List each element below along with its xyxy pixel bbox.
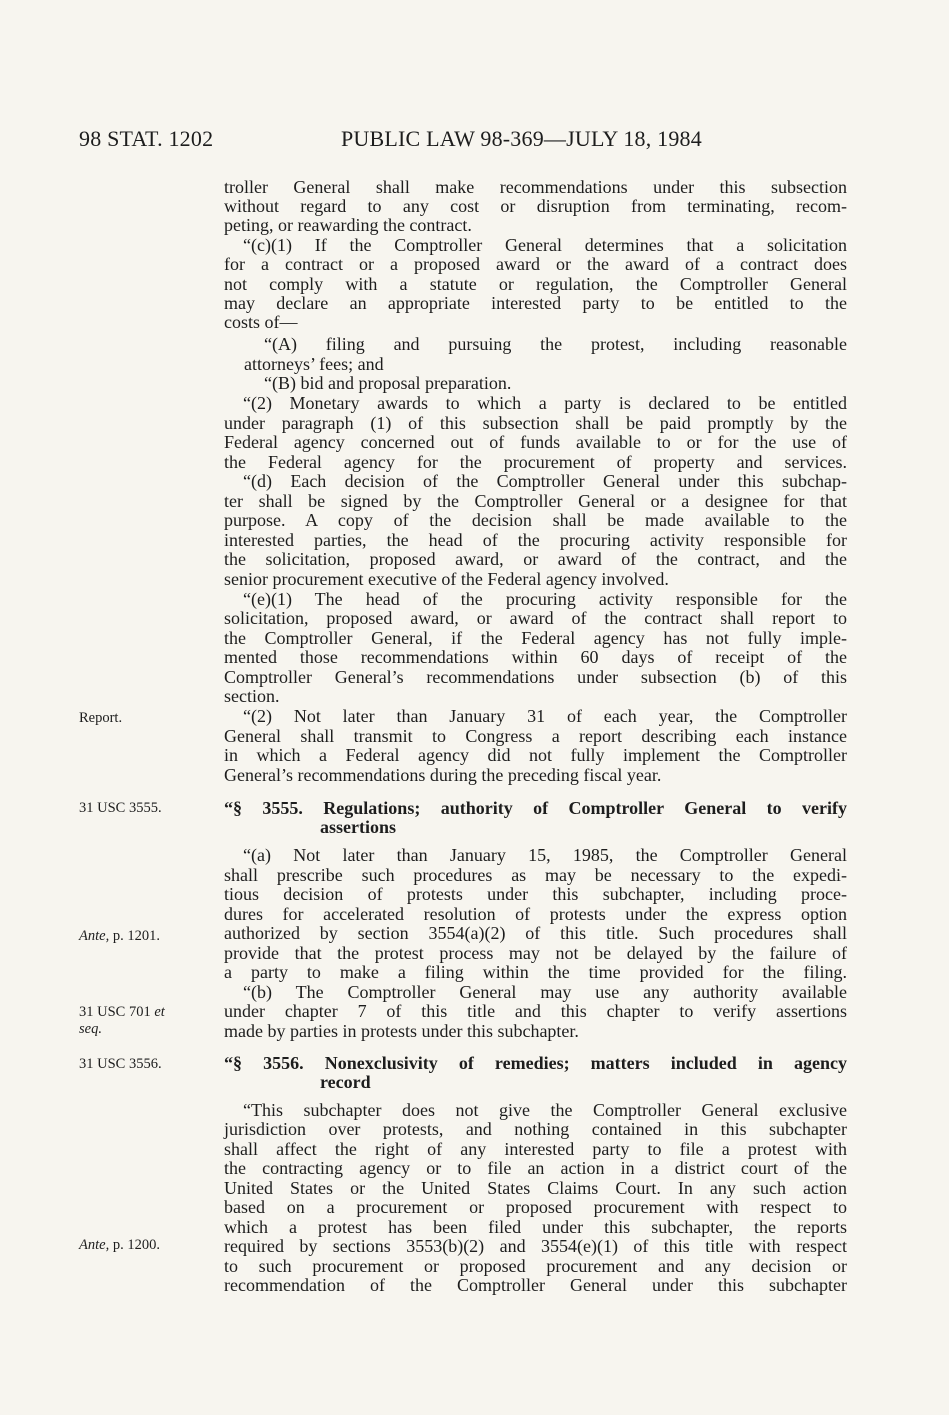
body-line: recommendation of the Comptroller General under this subchapter bbox=[224, 1275, 847, 1295]
section-heading: “§ 3555. Regulations; authority of Comptroller General to verify bbox=[224, 798, 847, 818]
body-line: the Federal agency for the procurement of property and services. bbox=[224, 452, 847, 472]
body-line: shall affect the right of any interested party to file a protest with bbox=[224, 1139, 847, 1159]
body-line: mented those recommendations within 60 days of receipt of the bbox=[224, 647, 847, 667]
body-line: interested parties, the head of the procuring activity responsible for bbox=[224, 530, 847, 550]
body-line: required by sections 3553(b)(2) and 3554(e)(1) of this title with respect bbox=[224, 1236, 847, 1256]
margin-note-report: Report. bbox=[79, 710, 123, 726]
margin-note-ante-page: p. 1200. bbox=[109, 1237, 160, 1253]
body-line: troller General shall make recommendations under this subsection bbox=[224, 177, 847, 197]
body-line: attorneys’ fees; and bbox=[244, 354, 384, 374]
section-heading: record bbox=[320, 1072, 371, 1092]
body-line: the Comptroller General, if the Federal agency has not fully imple- bbox=[224, 628, 847, 648]
body-line: Federal agency concerned out of funds available to or for the use of bbox=[224, 432, 847, 452]
body-line: “(e)(1) The head of the procuring activity responsible for the bbox=[243, 589, 847, 609]
margin-note-31-usc-3555: 31 USC 3555. bbox=[79, 800, 162, 816]
body-line: “(c)(1) If the Comptroller General determines that a solicitation bbox=[243, 235, 847, 255]
body-line: to such procurement or proposed procurement and any decision or bbox=[224, 1256, 847, 1276]
body-line: “(d) Each decision of the Comptroller General under this subchap- bbox=[243, 471, 847, 491]
page-reference: 98 STAT. 1202 bbox=[79, 126, 214, 151]
body-line: provide that the protest process may not be delayed by the failure of bbox=[224, 943, 847, 963]
body-line: Comptroller General’s recommendations under subsection (b) of this bbox=[224, 667, 847, 687]
body-line: made by parties in protests under this subchapter. bbox=[224, 1021, 579, 1041]
body-line: the contracting agency or to file an action in a district court of the bbox=[224, 1158, 847, 1178]
body-line: under paragraph (1) of this subsection shall be paid promptly by the bbox=[224, 413, 847, 433]
margin-note-usc-701-text: 31 USC 701 bbox=[79, 1004, 155, 1020]
margin-note-ante-italic: Ante, bbox=[79, 1237, 110, 1253]
section-heading: assertions bbox=[320, 817, 396, 837]
body-line: tious decision of protests under this subchapter, including proce- bbox=[224, 884, 847, 904]
body-line: based on a procurement or proposed procurement with respect to bbox=[224, 1197, 847, 1217]
body-line: General’s recommendations during the preceding fiscal year. bbox=[224, 765, 662, 785]
body-line: authorized by section 3554(a)(2) of this title. Such procedures shall bbox=[224, 923, 847, 943]
body-line: General shall transmit to Congress a report describing each instance bbox=[224, 726, 847, 746]
body-line: shall prescribe such procedures as may be necessary to the expedi- bbox=[224, 865, 847, 885]
body-line: may declare an appropriate interested party to be entitled to the bbox=[224, 293, 847, 313]
body-line: under chapter 7 of this title and this chapter to verify assertions bbox=[224, 1001, 847, 1021]
body-line: “(A) filing and pursuing the protest, including reasonable bbox=[264, 334, 847, 354]
margin-note-31-usc-701 bbox=[79, 1004, 191, 1038]
body-line: “(2) Monetary awards to which a party is declared to be entitled bbox=[243, 393, 847, 413]
body-line: “This subchapter does not give the Comptroller General exclusive bbox=[243, 1100, 847, 1120]
body-line: solicitation, proposed award, or award of the contract shall report to bbox=[224, 608, 847, 628]
body-line: the solicitation, proposed award, or award of the contract, and the bbox=[224, 549, 847, 569]
margin-note-ante-1201 bbox=[79, 928, 191, 945]
body-line: “(a) Not later than January 15, 1985, the Comptroller General bbox=[243, 845, 847, 865]
body-line: “(B) bid and proposal preparation. bbox=[264, 373, 512, 393]
body-line: costs of— bbox=[224, 312, 298, 332]
body-line: United States or the United States Claims Court. In any such action bbox=[224, 1178, 847, 1198]
body-line: section. bbox=[224, 686, 280, 706]
body-line: without regard to any cost or disruption from terminating, recom- bbox=[224, 196, 847, 216]
margin-note-ante-1200 bbox=[79, 1237, 191, 1254]
body-line: which a protest has been filed under this subchapter, the reports bbox=[224, 1217, 847, 1237]
margin-note-et-italic: et bbox=[154, 1004, 165, 1020]
body-line: dures for accelerated resolution of protests under the express option bbox=[224, 904, 847, 924]
body-line: for a contract or a proposed award or the award of a contract does bbox=[224, 254, 847, 274]
margin-note-ante-page: p. 1201. bbox=[109, 928, 160, 944]
margin-note-ante-italic: Ante, bbox=[79, 928, 110, 944]
body-line: peting, or reawarding the contract. bbox=[224, 215, 472, 235]
body-line: not comply with a statute or regulation, the Comptroller General bbox=[224, 274, 847, 294]
body-line: senior procurement executive of the Federal agency involved. bbox=[224, 569, 669, 589]
margin-note-31-usc-3556: 31 USC 3556. bbox=[79, 1056, 162, 1072]
body-line: a party to make a filing within the time provided for the filing. bbox=[224, 962, 847, 982]
page-title: PUBLIC LAW 98-369—JULY 18, 1984 bbox=[341, 126, 702, 151]
margin-note-seq-italic: seq. bbox=[79, 1021, 102, 1037]
body-line: jurisdiction over protests, and nothing contained in this subchapter bbox=[224, 1119, 847, 1139]
body-line: ter shall be signed by the Comptroller General or a designee for that bbox=[224, 491, 847, 511]
section-heading: “§ 3556. Nonexclusivity of remedies; matters included in agency bbox=[224, 1053, 847, 1073]
body-line: in which a Federal agency did not fully implement the Comptroller bbox=[224, 745, 847, 765]
body-line: “(b) The Comptroller General may use any authority available bbox=[243, 982, 847, 1002]
body-line: purpose. A copy of the decision shall be made available to the bbox=[224, 510, 847, 530]
body-line: “(2) Not later than January 31 of each year, the Comptroller bbox=[243, 706, 847, 726]
